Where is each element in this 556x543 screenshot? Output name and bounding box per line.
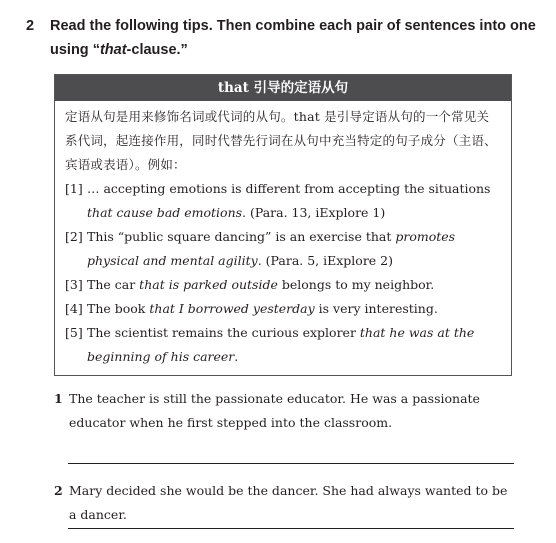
question-instruction-line1: Read the following tips. Then combine each pair of sentences into one (50, 18, 536, 34)
exercise-number: 1 (54, 391, 63, 406)
exercise-text: The teacher is still the passionate educator. He was a passionate educator when he first stepped into the classroom. (69, 391, 480, 430)
example-text-end: . (Para. 5, iExplore 2) (257, 253, 393, 268)
instruction-text: using “ (50, 42, 100, 58)
example-text-end: . (Para. 13, iExplore 1) (242, 205, 386, 220)
example-item (65, 273, 501, 297)
example-number: [1] (65, 181, 83, 196)
answer-line[interactable] (68, 463, 514, 464)
example-italic: that is parked outside (139, 277, 278, 292)
example-text-end: is very interesting. (314, 301, 438, 316)
question-instruction-line2 (50, 38, 188, 62)
answer-line[interactable] (68, 528, 514, 529)
tips-intro: 定语从句是用来修饰名词或代词的从句。that 是引导定语从句的一个常见关系代词，起连接作用，同时代替先行词在从句中充当特定的句子成分（主语、宾语或表语）。例如： (65, 109, 497, 172)
exercise-number: 2 (54, 483, 63, 498)
example-italic: that cause bad emotions (87, 205, 243, 220)
example-italic: that he was at the beginning of his career (87, 325, 475, 364)
question-number: 2 (26, 18, 35, 34)
example-item (65, 321, 501, 369)
example-number: [2] (65, 229, 83, 244)
example-number: [5] (65, 325, 83, 340)
example-text: … accepting emotions is different from accepting the situations (87, 181, 491, 196)
instruction-italic-that: that (99, 42, 127, 58)
tips-body (55, 101, 511, 369)
example-number: [3] (65, 277, 83, 292)
example-text: The car (87, 277, 140, 292)
tips-box (54, 74, 512, 376)
example-item (65, 225, 501, 273)
example-text-end: . (234, 349, 239, 364)
example-item (65, 297, 501, 321)
exercise-text: Mary decided she would be the dancer. She had always wanted to be a dancer. (69, 483, 508, 522)
tips-title: that 引导的定语从句 (55, 75, 511, 101)
example-italic: promotes physical and mental agility (87, 229, 456, 268)
exercise-item (54, 479, 516, 527)
example-text: The book (87, 301, 150, 316)
instruction-text-end: -clause.” (126, 42, 188, 58)
example-item (65, 177, 501, 225)
example-text-end: belongs to my neighbor. (277, 277, 435, 292)
example-text: The scientist remains the curious explorer (87, 325, 360, 340)
example-text: This “public square dancing” is an exercise that (87, 229, 396, 244)
example-number: [4] (65, 301, 83, 316)
exercise-item (54, 387, 516, 435)
example-italic: that I borrowed yesterday (149, 301, 315, 316)
